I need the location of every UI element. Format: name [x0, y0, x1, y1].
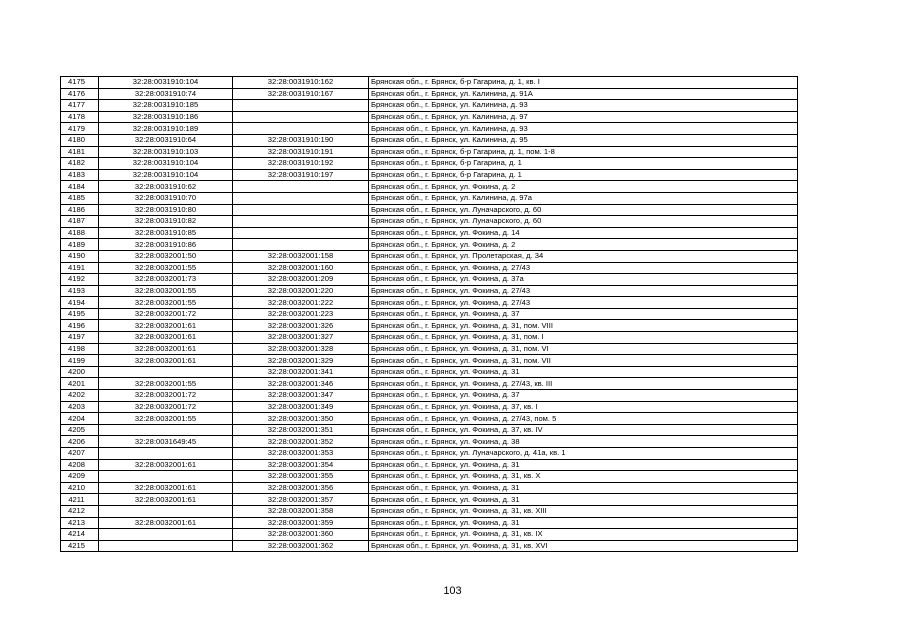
row-number-cell: 4184: [61, 181, 99, 193]
cadastral-number-cell: 32:28:0032001:55: [99, 378, 233, 390]
table-row: [61, 413, 798, 425]
table-row: [61, 88, 798, 100]
object-cadastral-number-cell: 32:28:0032001:329: [233, 355, 369, 367]
table-row: [61, 250, 798, 262]
object-cadastral-number-cell: [233, 181, 369, 193]
address-cell: Брянская обл., г. Брянск, ул. Фокина, д. 31, пом. VIII: [369, 320, 798, 332]
cadastral-number-cell: [99, 471, 233, 483]
row-number-cell: 4208: [61, 459, 99, 471]
table-row: [61, 320, 798, 332]
object-cadastral-number-cell: 32:28:0032001:346: [233, 378, 369, 390]
cadastral-number-cell: 32:28:0032001:61: [99, 517, 233, 529]
address-cell: Брянская обл., г. Брянск, ул. Фокина, д. 37а: [369, 274, 798, 286]
row-number-cell: 4205: [61, 424, 99, 436]
table-row: [61, 517, 798, 529]
object-cadastral-number-cell: 32:28:0032001:362: [233, 540, 369, 552]
address-cell: Брянская обл., г. Брянск, ул. Луначарского, д. 60: [369, 204, 798, 216]
object-cadastral-number-cell: [233, 204, 369, 216]
address-cell: Брянская обл., г. Брянск, ул. Фокина, д. 37: [369, 390, 798, 402]
table-row: [61, 262, 798, 274]
table-row: [61, 274, 798, 286]
row-number-cell: 4179: [61, 123, 99, 135]
row-number-cell: 4194: [61, 297, 99, 309]
table-row: [61, 436, 798, 448]
object-cadastral-number-cell: 32:28:0032001:357: [233, 494, 369, 506]
row-number-cell: 4203: [61, 401, 99, 413]
address-cell: Брянская обл., г. Брянск, б-р Гагарина, д. 1: [369, 169, 798, 181]
table-row: [61, 424, 798, 436]
object-cadastral-number-cell: [233, 111, 369, 123]
table-row: [61, 343, 798, 355]
row-number-cell: 4210: [61, 482, 99, 494]
row-number-cell: 4186: [61, 204, 99, 216]
cadastral-number-cell: 32:28:0032001:72: [99, 308, 233, 320]
table-row: [61, 366, 798, 378]
cadastral-number-cell: 32:28:0031910:85: [99, 227, 233, 239]
object-cadastral-number-cell: 32:28:0032001:350: [233, 413, 369, 425]
cadastral-number-cell: 32:28:0032001:61: [99, 332, 233, 344]
address-cell: Брянская обл., г. Брянск, ул. Калинина, д. 91А: [369, 88, 798, 100]
address-cell: Брянская обл., г. Брянск, ул. Фокина, д. 31, кв. IX: [369, 529, 798, 541]
cadastral-number-cell: 32:28:0032001:61: [99, 459, 233, 471]
cadastral-number-cell: [99, 424, 233, 436]
cadastral-number-cell: [99, 448, 233, 460]
cadastral-number-cell: 32:28:0032001:55: [99, 297, 233, 309]
address-cell: Брянская обл., г. Брянск, ул. Калинина, д. 97: [369, 111, 798, 123]
address-cell: Брянская обл., г. Брянск, ул. Фокина, д. 27/43, кв. III: [369, 378, 798, 390]
table-row: [61, 123, 798, 135]
table-row: [61, 100, 798, 112]
address-cell: Брянская обл., г. Брянск, ул. Фокина, д. 31, пом. I: [369, 332, 798, 344]
object-cadastral-number-cell: 32:28:0032001:209: [233, 274, 369, 286]
cadastral-number-cell: 32:28:0032001:55: [99, 285, 233, 297]
table-row: [61, 181, 798, 193]
row-number-cell: 4181: [61, 146, 99, 158]
cadastral-number-cell: [99, 366, 233, 378]
page-number: 103: [443, 585, 462, 597]
table-body: [61, 77, 798, 552]
row-number-cell: 4187: [61, 216, 99, 228]
row-number-cell: 4196: [61, 320, 99, 332]
row-number-cell: 4195: [61, 308, 99, 320]
address-cell: Брянская обл., г. Брянск, ул. Фокина, д. 31: [369, 517, 798, 529]
table-row: [61, 169, 798, 181]
address-cell: Брянская обл., г. Брянск, б-р Гагарина, д. 1: [369, 158, 798, 170]
object-cadastral-number-cell: 32:28:0032001:328: [233, 343, 369, 355]
address-cell: Брянская обл., г. Брянск, ул. Фокина, д. 31, кв. X: [369, 471, 798, 483]
table-row: [61, 459, 798, 471]
cadastral-number-cell: 32:28:0031910:185: [99, 100, 233, 112]
cadastral-number-cell: 32:28:0032001:72: [99, 390, 233, 402]
object-cadastral-number-cell: 32:28:0032001:326: [233, 320, 369, 332]
row-number-cell: 4213: [61, 517, 99, 529]
row-number-cell: 4197: [61, 332, 99, 344]
table-row: [61, 227, 798, 239]
cadastral-number-cell: 32:28:0032001:55: [99, 413, 233, 425]
row-number-cell: 4215: [61, 540, 99, 552]
address-cell: Брянская обл., г. Брянск, ул. Калинина, д. 93: [369, 100, 798, 112]
cadastral-number-cell: 32:28:0031910:104: [99, 158, 233, 170]
cadastral-number-cell: 32:28:0032001:61: [99, 482, 233, 494]
address-cell: Брянская обл., г. Брянск, ул. Фокина, д. 14: [369, 227, 798, 239]
cadastral-number-cell: 32:28:0031910:74: [99, 88, 233, 100]
cadastral-number-cell: 32:28:0031910:70: [99, 192, 233, 204]
row-number-cell: 4183: [61, 169, 99, 181]
row-number-cell: 4177: [61, 100, 99, 112]
object-cadastral-number-cell: 32:28:0031910:192: [233, 158, 369, 170]
object-cadastral-number-cell: [233, 227, 369, 239]
object-cadastral-number-cell: 32:28:0032001:358: [233, 505, 369, 517]
table-row: [61, 471, 798, 483]
object-cadastral-number-cell: [233, 123, 369, 135]
cadastral-number-cell: 32:28:0031910:186: [99, 111, 233, 123]
table-row: [61, 378, 798, 390]
address-cell: Брянская обл., г. Брянск, ул. Фокина, д. 31, кв. XVI: [369, 540, 798, 552]
address-cell: Брянская обл., г. Брянск, ул. Фокина, д. 31, пом. VI: [369, 343, 798, 355]
row-number-cell: 4206: [61, 436, 99, 448]
table-row: [61, 332, 798, 344]
address-cell: Брянская обл., г. Брянск, б-р Гагарина, д. 1, пом. 1-8: [369, 146, 798, 158]
row-number-cell: 4207: [61, 448, 99, 460]
row-number-cell: 4201: [61, 378, 99, 390]
cadastral-number-cell: 32:28:0032001:61: [99, 355, 233, 367]
row-number-cell: 4176: [61, 88, 99, 100]
row-number-cell: 4178: [61, 111, 99, 123]
cadastral-number-cell: 32:28:0031910:104: [99, 169, 233, 181]
table-row: [61, 146, 798, 158]
object-cadastral-number-cell: [233, 239, 369, 251]
table-row: [61, 540, 798, 552]
table-row: [61, 390, 798, 402]
row-number-cell: 4185: [61, 192, 99, 204]
row-number-cell: 4182: [61, 158, 99, 170]
row-number-cell: 4209: [61, 471, 99, 483]
table-row: [61, 529, 798, 541]
cadastral-number-cell: 32:28:0031910:189: [99, 123, 233, 135]
address-cell: Брянская обл., г. Брянск, ул. Фокина, д. 2: [369, 239, 798, 251]
table-row: [61, 355, 798, 367]
object-cadastral-number-cell: 32:28:0032001:352: [233, 436, 369, 448]
address-cell: Брянская обл., г. Брянск, ул. Фокина, д. 31: [369, 482, 798, 494]
address-cell: Брянская обл., г. Брянск, ул. Калинина, д. 95: [369, 134, 798, 146]
address-cell: Брянская обл., г. Брянск, ул. Фокина, д. 27/43: [369, 285, 798, 297]
row-number-cell: 4211: [61, 494, 99, 506]
address-cell: Брянская обл., г. Брянск, ул. Фокина, д. 31: [369, 366, 798, 378]
cadastral-number-cell: [99, 540, 233, 552]
table-row: [61, 134, 798, 146]
object-cadastral-number-cell: [233, 192, 369, 204]
cadastral-number-cell: 32:28:0032001:73: [99, 274, 233, 286]
row-number-cell: 4198: [61, 343, 99, 355]
object-cadastral-number-cell: 32:28:0032001:158: [233, 250, 369, 262]
table-row: [61, 239, 798, 251]
object-cadastral-number-cell: 32:28:0031910:162: [233, 77, 369, 89]
cadastral-number-cell: 32:28:0031910:86: [99, 239, 233, 251]
address-cell: Брянская обл., г. Брянск, ул. Фокина, д. 27/43: [369, 297, 798, 309]
table-row: [61, 192, 798, 204]
address-cell: Брянская обл., г. Брянск, ул. Луначарского, д. 41а, кв. 1: [369, 448, 798, 460]
table-row: [61, 401, 798, 413]
object-cadastral-number-cell: [233, 100, 369, 112]
address-cell: Брянская обл., г. Брянск, ул. Фокина, д. 27/43, пом. 5: [369, 413, 798, 425]
object-cadastral-number-cell: [233, 216, 369, 228]
row-number-cell: 4180: [61, 134, 99, 146]
object-cadastral-number-cell: 32:28:0032001:349: [233, 401, 369, 413]
object-cadastral-number-cell: 32:28:0032001:223: [233, 308, 369, 320]
cadastral-number-cell: 32:28:0032001:61: [99, 494, 233, 506]
object-cadastral-number-cell: 32:28:0031910:190: [233, 134, 369, 146]
address-cell: Брянская обл., г. Брянск, ул. Калинина, д. 97а: [369, 192, 798, 204]
address-cell: Брянская обл., г. Брянск, ул. Луначарского, д. 60: [369, 216, 798, 228]
cadastral-number-cell: 32:28:0032001:61: [99, 343, 233, 355]
row-number-cell: 4204: [61, 413, 99, 425]
object-cadastral-number-cell: 32:28:0032001:354: [233, 459, 369, 471]
table-row: [61, 494, 798, 506]
table-row: [61, 448, 798, 460]
row-number-cell: 4193: [61, 285, 99, 297]
row-number-cell: 4175: [61, 77, 99, 89]
cadastral-number-cell: [99, 505, 233, 517]
object-cadastral-number-cell: 32:28:0032001:351: [233, 424, 369, 436]
cadastral-number-cell: 32:28:0031910:103: [99, 146, 233, 158]
address-cell: Брянская обл., г. Брянск, ул. Пролетарская, д. 34: [369, 250, 798, 262]
address-cell: Брянская обл., г. Брянск, ул. Фокина, д. 27/43: [369, 262, 798, 274]
object-cadastral-number-cell: 32:28:0032001:359: [233, 517, 369, 529]
row-number-cell: 4199: [61, 355, 99, 367]
row-number-cell: 4192: [61, 274, 99, 286]
address-cell: Брянская обл., г. Брянск, ул. Фокина, д. 31, кв. XIII: [369, 505, 798, 517]
table-row: [61, 308, 798, 320]
property-register-table: [60, 76, 798, 552]
address-cell: Брянская обл., г. Брянск, ул. Фокина, д. 31: [369, 459, 798, 471]
table-row: [61, 204, 798, 216]
table-row: [61, 505, 798, 517]
row-number-cell: 4200: [61, 366, 99, 378]
object-cadastral-number-cell: 32:28:0032001:220: [233, 285, 369, 297]
cadastral-number-cell: 32:28:0031910:104: [99, 77, 233, 89]
address-cell: Брянская обл., г. Брянск, ул. Фокина, д. 38: [369, 436, 798, 448]
object-cadastral-number-cell: 32:28:0032001:355: [233, 471, 369, 483]
row-number-cell: 4212: [61, 505, 99, 517]
object-cadastral-number-cell: 32:28:0032001:347: [233, 390, 369, 402]
cadastral-number-cell: 32:28:0032001:72: [99, 401, 233, 413]
cadastral-number-cell: 32:28:0031910:80: [99, 204, 233, 216]
cadastral-number-cell: 32:28:0031910:62: [99, 181, 233, 193]
table-row: [61, 482, 798, 494]
table-row: [61, 285, 798, 297]
object-cadastral-number-cell: 32:28:0031910:197: [233, 169, 369, 181]
row-number-cell: 4190: [61, 250, 99, 262]
object-cadastral-number-cell: 32:28:0032001:327: [233, 332, 369, 344]
address-cell: Брянская обл., г. Брянск, ул. Фокина, д. 37: [369, 308, 798, 320]
object-cadastral-number-cell: 32:28:0032001:222: [233, 297, 369, 309]
cadastral-number-cell: 32:28:0032001:55: [99, 262, 233, 274]
cadastral-number-cell: 32:28:0032001:61: [99, 320, 233, 332]
object-cadastral-number-cell: 32:28:0032001:360: [233, 529, 369, 541]
cadastral-number-cell: [99, 529, 233, 541]
object-cadastral-number-cell: 32:28:0031910:167: [233, 88, 369, 100]
cadastral-number-cell: 32:28:0032001:50: [99, 250, 233, 262]
table-row: [61, 297, 798, 309]
cadastral-number-cell: 32:28:0031649:45: [99, 436, 233, 448]
address-cell: Брянская обл., г. Брянск, ул. Фокина, д. 31: [369, 494, 798, 506]
row-number-cell: 4189: [61, 239, 99, 251]
cadastral-number-cell: 32:28:0031910:64: [99, 134, 233, 146]
address-cell: Брянская обл., г. Брянск, б-р Гагарина, д. 1, кв. I: [369, 77, 798, 89]
object-cadastral-number-cell: 32:28:0032001:353: [233, 448, 369, 460]
address-cell: Брянская обл., г. Брянск, ул. Фокина, д. 2: [369, 181, 798, 193]
object-cadastral-number-cell: 32:28:0031910:191: [233, 146, 369, 158]
table-row: [61, 216, 798, 228]
table-row: [61, 158, 798, 170]
cadastral-number-cell: 32:28:0031910:82: [99, 216, 233, 228]
address-cell: Брянская обл., г. Брянск, ул. Фокина, д. 31, пом. VII: [369, 355, 798, 367]
object-cadastral-number-cell: 32:28:0032001:160: [233, 262, 369, 274]
address-cell: Брянская обл., г. Брянск, ул. Фокина, д. 37, кв. IV: [369, 424, 798, 436]
object-cadastral-number-cell: 32:28:0032001:341: [233, 366, 369, 378]
row-number-cell: 4188: [61, 227, 99, 239]
table-row: [61, 77, 798, 89]
row-number-cell: 4202: [61, 390, 99, 402]
object-cadastral-number-cell: 32:28:0032001:356: [233, 482, 369, 494]
address-cell: Брянская обл., г. Брянск, ул. Фокина, д. 37, кв. I: [369, 401, 798, 413]
row-number-cell: 4214: [61, 529, 99, 541]
address-cell: Брянская обл., г. Брянск, ул. Калинина, д. 93: [369, 123, 798, 135]
row-number-cell: 4191: [61, 262, 99, 274]
table-row: [61, 111, 798, 123]
